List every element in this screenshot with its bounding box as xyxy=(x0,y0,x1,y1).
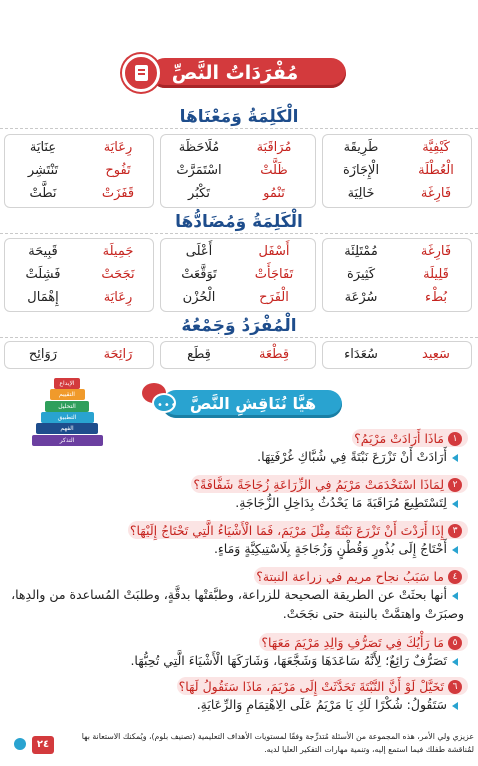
term-meaning: مُلَاحَظَة xyxy=(178,140,220,155)
term: تَفُوح xyxy=(105,163,131,178)
answer-text: تَصَرُّفٌ رَائِعٌ؛ لِأَنَّهُ سَاعَدَهَا وَشَجَّعَهَا، وَشَارَكَهَا الْأَشْيَاءَ الَّتِي تُحِبُّهَا. xyxy=(130,653,447,668)
term-meaning: عِنَايَة xyxy=(29,140,57,155)
parent-note: عزيزي ولي الأمر، هذه المجموعة من الأسئلة مُتدرِّجة وفقًا لمستويات الأهداف التعليمية (تصنيف بلوم)، ويُمكنك الاستعانة بها لمُناقشة طفلك فيما استمع إليه، وتنمية مهارات التفكير العليا لديه. xyxy=(81,732,474,754)
term-meaning: طَرِيقَة xyxy=(343,140,379,155)
term-meaning: تَنْتَشِر xyxy=(27,163,59,178)
answer-text: أَحْتَاجُ إِلَى بُذُورٍ وَقُطْنٍ وَزُجَاجَةٍ بِلَاسْتِيكِيَّةٍ وَمَاءٍ. xyxy=(213,541,447,556)
term: رِعَايَة xyxy=(103,140,133,155)
answer-line xyxy=(14,605,464,623)
ellipsis-icon: ••• xyxy=(157,400,178,411)
answer-line xyxy=(8,540,458,558)
question-pill xyxy=(191,475,468,493)
question xyxy=(8,474,468,493)
term-opposite: كَثِيرَة xyxy=(346,267,376,282)
term: كَيْفِيَّة xyxy=(422,140,450,155)
question-pill xyxy=(177,677,468,695)
term: جَمِيلَة xyxy=(102,244,134,259)
plural-row xyxy=(4,344,474,366)
singular: قِطْعَة xyxy=(258,347,290,362)
question-text: ما سَبَبُ نجاح مريم في زراعة النبتة؟ xyxy=(256,568,444,584)
question-number: ٢ xyxy=(448,478,462,492)
pyramid-tier: التحليل xyxy=(45,401,89,412)
question-number: ٦ xyxy=(448,680,462,694)
question-number: ٤ xyxy=(448,570,462,584)
answer-line xyxy=(8,696,458,714)
answer-line xyxy=(8,494,458,512)
term: فَارِغَة xyxy=(420,186,452,201)
answer-text: سَتَقُولُ: شُكْرًا لَكِ يَا مَرْيَمُ عَلَى الِاهْتِمَامِ وَالرِّعَايَةِ. xyxy=(196,697,447,712)
term: رِعَايَة xyxy=(103,290,133,305)
answer-text: لِتَسْتَطِيعَ مُرَاقَبَةَ مَا يَحْدُثُ بِدَاخِلِ الزُّجَاجَةِ. xyxy=(235,495,447,510)
question xyxy=(8,520,468,539)
term-opposite: مُمْتَلِئَة xyxy=(344,244,378,259)
word-row xyxy=(4,137,474,159)
word-row xyxy=(4,160,474,182)
divider xyxy=(0,128,478,129)
pointer-icon xyxy=(452,702,458,710)
term-opposite: أَعْلَى xyxy=(185,244,213,259)
question-pill xyxy=(352,429,468,447)
pointer-icon xyxy=(452,546,458,554)
book-icon xyxy=(122,54,160,92)
term: الْعُطْلَة xyxy=(418,163,454,178)
singular: سَعِيد xyxy=(422,347,450,362)
term-opposite: قَبِيحَة xyxy=(28,244,58,259)
answer-text: أَرَادَتْ أَنْ تَزْرَعَ نَبْتَةً فِي شُبَّاكِ غُرْفَتِهَا. xyxy=(257,449,447,464)
question-text: مَا رَأْيُكَ فِي تَصَرُّفِ وَالِدِ مَرْيَمَ مَعَهَا؟ xyxy=(261,634,444,650)
meanings-title: الْكَلِمَةُ وَمَعْنَاهَا xyxy=(179,107,299,127)
answer-text: وصبَرَتْ واهتمَّتْ بالنبتة حتى نجَحَتْ. xyxy=(282,606,464,621)
plural: قِطَع xyxy=(187,347,211,362)
plural: رَوَائِح xyxy=(28,347,58,362)
term: تَنْمُو xyxy=(263,186,285,201)
term-opposite: فَشِلَتْ xyxy=(25,267,61,282)
pyramid-tier: التطبيق xyxy=(41,412,94,423)
page-number: ٢٤ xyxy=(32,736,54,754)
term: تَفَاجَأَتْ xyxy=(254,267,294,282)
plural: سُعَدَاء xyxy=(344,347,378,362)
answer-line xyxy=(8,586,458,604)
question-pill xyxy=(259,633,468,651)
question-text: تَخَيَّلْ لَوْ أَنَّ النَّبْتَةَ تَحَدَّثَتْ إِلَى مَرْيَمَ، مَاذَا سَتَقُولُ لَهَا؟ xyxy=(178,678,444,694)
question-pill xyxy=(254,567,468,585)
term-meaning: تَكْبُر xyxy=(188,186,210,201)
question-number: ٣ xyxy=(448,524,462,538)
pointer-icon xyxy=(452,454,458,462)
term-opposite: إِهْمَال xyxy=(27,290,59,305)
answer-line xyxy=(8,652,458,670)
term: مُرَاقَبَة xyxy=(256,140,292,155)
term: بُطْء xyxy=(424,290,448,305)
answer-text: أنها بحثَتْ عن الطريقة الصحيحة للزراعة، وطبَّقتْها بدقَّةٍ، وطلبَتْ المُساعدة من والدِها، xyxy=(11,587,447,602)
question xyxy=(8,676,468,695)
term-opposite: الْحُزْن xyxy=(182,290,216,305)
question xyxy=(8,632,468,651)
divider xyxy=(0,233,478,234)
term-meaning: خَالِيَة xyxy=(347,186,375,201)
question-number: ٥ xyxy=(448,636,462,650)
singular: رَائِحَة xyxy=(103,347,133,362)
discussion-title: هَيَّا نُنَاقِشِ النَّصَّ xyxy=(189,394,317,413)
pyramid-tier: التذكر xyxy=(32,435,103,446)
pyramid-tier: الفهم xyxy=(36,423,98,434)
answer-line xyxy=(8,448,458,466)
word-row xyxy=(4,264,474,286)
word-row xyxy=(4,241,474,263)
word-row xyxy=(4,287,474,309)
pyramid-tier: التقييم xyxy=(50,389,85,400)
term: قَلِيلَة xyxy=(423,267,449,282)
meanings-grid xyxy=(4,132,474,210)
question xyxy=(8,566,468,585)
pyramid-tier: الإبداع xyxy=(54,378,80,389)
pointer-icon xyxy=(452,658,458,666)
question-number: ١ xyxy=(448,432,462,446)
pointer-icon xyxy=(452,592,458,600)
discussion-header xyxy=(142,383,342,423)
footer xyxy=(0,728,478,766)
term: الْفَرَح xyxy=(259,290,289,305)
question xyxy=(8,428,468,447)
question-text: إِذَا أَرَدْتَ أَنْ تَزْرَعَ نَبْتَةً مِثْلَ مَرْيَمَ، فَمَا الْأَشْيَاءُ الَّتِي تَحْتَاجُ إِلَيْهَا؟ xyxy=(129,522,444,538)
word-row xyxy=(4,183,474,205)
header-title: مُفْرَدَاتُ النَّصِّ xyxy=(171,62,299,84)
term: ظَلَّتْ xyxy=(260,163,288,178)
question-text: مَاذَا أَرَادَتْ مَرْيَمُ؟ xyxy=(354,430,444,446)
term: أَسْفَل xyxy=(258,244,290,259)
term-meaning: اسْتَمَرَّتْ xyxy=(176,163,222,178)
pointer-icon xyxy=(452,500,458,508)
term-meaning: نَطَّتْ xyxy=(29,186,57,201)
term-meaning: الْإِجَازَة xyxy=(342,163,380,178)
opposites-title: الْكَلِمَةُ وَمُضَادُّهَا xyxy=(175,212,303,232)
vocabulary-header xyxy=(122,54,346,92)
divider xyxy=(0,337,478,338)
plurals-grid xyxy=(4,341,474,371)
term-opposite: سُرْعَة xyxy=(344,290,378,305)
question-text: لِمَاذَا اسْتَخْدَمَتْ مَرْيَمُ فِي الزِّرَاعَةِ زُجَاجَةً شَفَّافَةً؟ xyxy=(193,476,444,492)
opposites-grid xyxy=(4,236,474,314)
info-icon xyxy=(14,738,26,750)
term-opposite: تَوَقَّعَتْ xyxy=(181,267,217,282)
question-pill xyxy=(128,521,468,539)
term: فَارِغَة xyxy=(420,244,452,259)
plurals-title: الْمُفْرَدُ وَجَمْعُهُ xyxy=(181,316,297,336)
term: نَجَحَتْ xyxy=(101,267,135,282)
term: قَفَزَتْ xyxy=(101,186,135,201)
